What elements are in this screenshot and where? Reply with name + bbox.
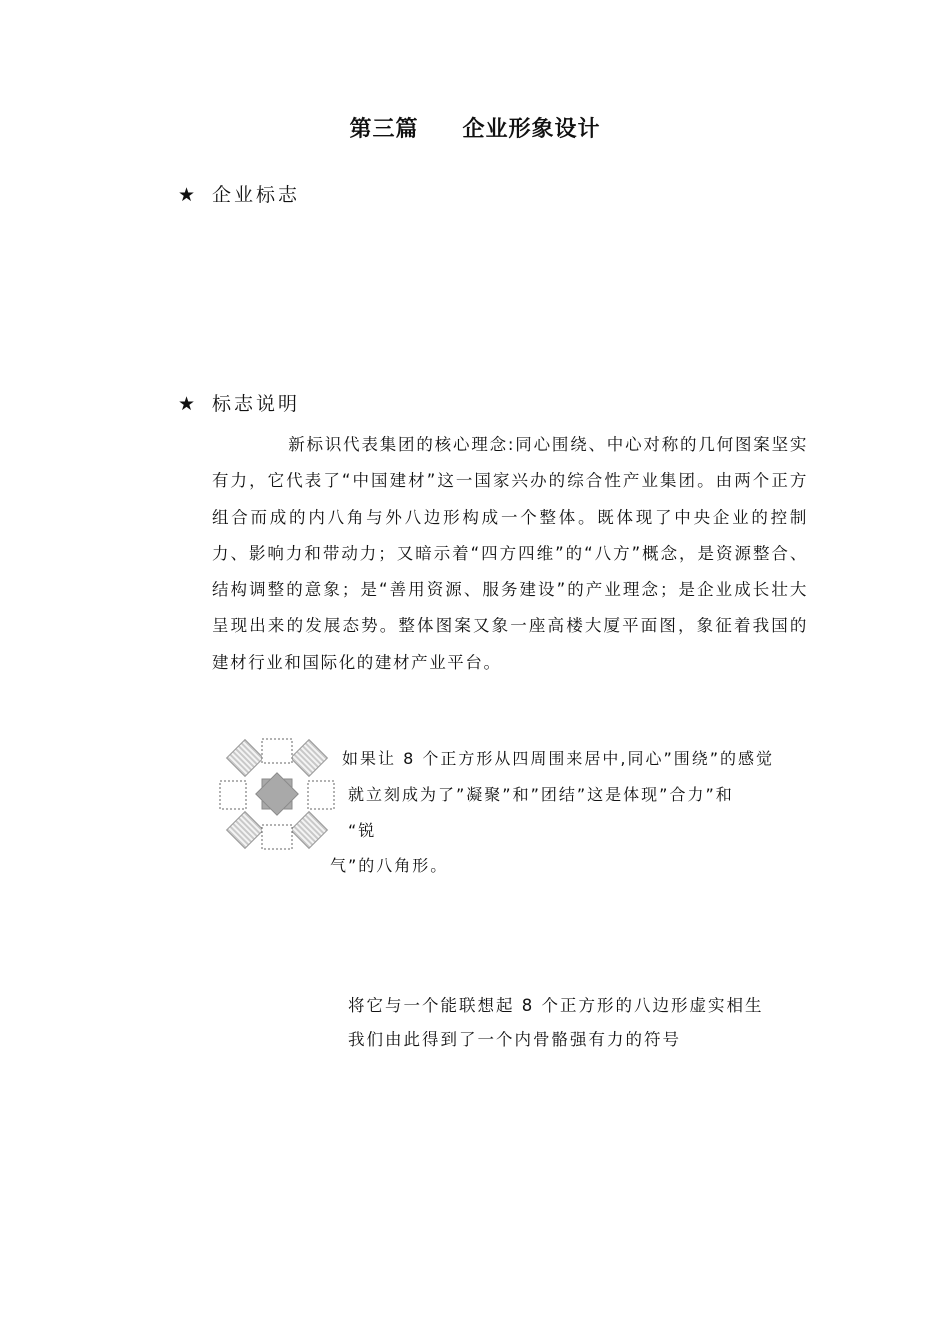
title-part: 第三篇 bbox=[349, 117, 419, 142]
section-label-logo: 企业标志 bbox=[212, 184, 301, 206]
section-heading-explanation bbox=[178, 389, 300, 416]
logo-squares-illustration bbox=[218, 737, 336, 853]
closing-line-1: 将它与一个能联想起 8 个正方形的八边形虚实相生 bbox=[348, 996, 764, 1015]
description-text: 新标识代表集团的核心理念:同心围绕、中心对称的几何图案坚实有力，它代表了“中国建材”这一国家兴办的综合性产业集团。由两个正方组合而成的内八角与外八边形构成一个整体。既体现了中央企业的控制力、影响力和带动力；又暗示着“四方四维”的“八方”概念，是资源整合、结构调整的意象；是“善用资源、服务建设”的产业理念；是企业成长壮大呈现出来的发展态势。整体图案又象一座高楼大厦平面图，象征着我国的建材行业和国际化的建材产业平台。 bbox=[212, 435, 808, 672]
section-label-explanation: 标志说明 bbox=[212, 393, 301, 415]
logo-caption-line-2: 就立刻成为了”凝聚”和”团结”这是体现”合力”和 bbox=[348, 785, 734, 804]
logo-caption-line-3: “锐 bbox=[348, 821, 377, 840]
description-paragraph bbox=[212, 427, 808, 681]
star-icon: ★ bbox=[178, 184, 196, 206]
star-icon: ★ bbox=[178, 393, 196, 415]
logo-caption-line-4: 气”的八角形。 bbox=[330, 856, 449, 875]
central-octagram bbox=[256, 773, 298, 815]
page-title bbox=[0, 112, 950, 143]
section-heading-logo bbox=[178, 180, 300, 207]
title-name: 企业形象设计 bbox=[462, 117, 601, 142]
closing-line-2: 我们由此得到了一个内骨骼强有力的符号 bbox=[348, 1030, 681, 1049]
logo-caption-line-1: 如果让 8 个正方形从四周围来居中,同心”围绕”的感觉 bbox=[342, 749, 775, 768]
